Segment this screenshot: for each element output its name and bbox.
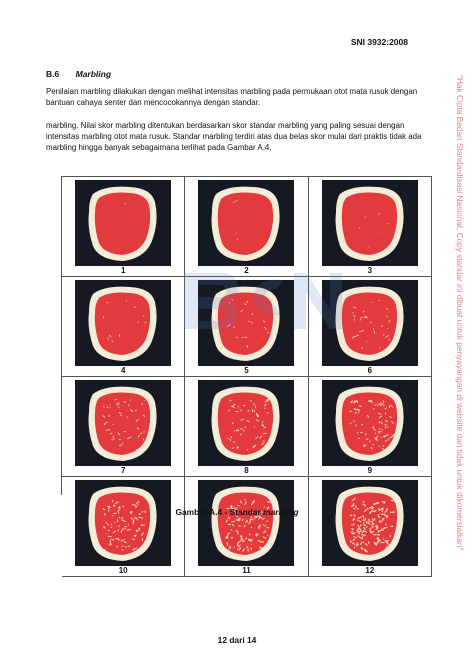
caption-term: marbling	[263, 507, 299, 517]
marbling-photo	[198, 280, 294, 366]
marbling-panel-7	[62, 377, 185, 477]
document-code: SNI 3932:2008	[350, 37, 408, 47]
panel-label: 1	[120, 266, 126, 275]
marbling-panel-10	[62, 477, 185, 577]
panel-label: 10	[118, 566, 128, 575]
panel-label: 12	[365, 566, 375, 575]
panel-label: 11	[242, 566, 251, 575]
marbling-panel-4	[62, 277, 185, 377]
marbling-photo	[322, 480, 418, 566]
marbling-panel-5	[185, 277, 308, 377]
marbling-photo	[322, 380, 418, 466]
marbling-photo	[322, 180, 418, 266]
section-number: B.6	[46, 69, 60, 79]
panel-label: 7	[120, 466, 126, 475]
copyright-watermark-text: "Hak Cipta Badan Standardisasi Nasional, Copy standar ini dibuat untuk penyayangan di website dan tidak untuk dikomersialkan"	[455, 75, 465, 551]
marbling-photo	[322, 280, 418, 366]
figure-caption	[0, 507, 474, 517]
marbling-panel-11	[185, 477, 308, 577]
marbling-photo	[75, 380, 171, 466]
panel-label: 8	[244, 466, 249, 475]
section-title: Marbling	[75, 69, 112, 79]
marbling-photo	[75, 280, 171, 366]
marbling-panel-8	[185, 377, 308, 477]
marbling-panel-3	[309, 177, 432, 277]
paragraph-2: marbling. Nilai skor marbling ditentukan berdasarkan skor standar marbling yang paling sesuai dengan intensitas marbling otot mata rusuk. Standar marbling terdiri atas dua belas skor mulai dari praktis tidak ada marbling hingga banyak sebagaimana terlihat pada Gambar A.4.	[46, 121, 422, 152]
panel-label: 9	[367, 466, 373, 475]
panel-label: 6	[367, 366, 373, 375]
panel-label: 4	[120, 366, 126, 375]
marbling-photo	[75, 180, 171, 266]
marbling-photo	[198, 380, 294, 466]
marbling-panel-1	[62, 177, 185, 277]
panel-label: 3	[367, 266, 373, 275]
page-number: 12 dari 14	[217, 635, 257, 645]
caption-prefix: Gambar A.4 - Standar	[175, 507, 264, 517]
marbling-panel-2	[185, 177, 308, 277]
paragraph-1: Penilaian marbling dilakukan dengan melihat intensitas marbling pada permukaan otot mata rusuk dengan bantuan cahaya senter dan mencocokannya dengan standar.	[46, 87, 418, 107]
marbling-panel-12	[309, 477, 432, 577]
panel-label: 2	[244, 266, 249, 275]
marbling-panel-6	[309, 277, 432, 377]
marbling-photo	[198, 180, 294, 266]
copyright-watermark	[456, 75, 468, 555]
panel-label: 5	[244, 366, 249, 375]
marbling-photo	[75, 480, 171, 566]
marbling-photo	[198, 480, 294, 566]
section-heading	[46, 69, 111, 79]
marbling-panel-9	[309, 377, 432, 477]
